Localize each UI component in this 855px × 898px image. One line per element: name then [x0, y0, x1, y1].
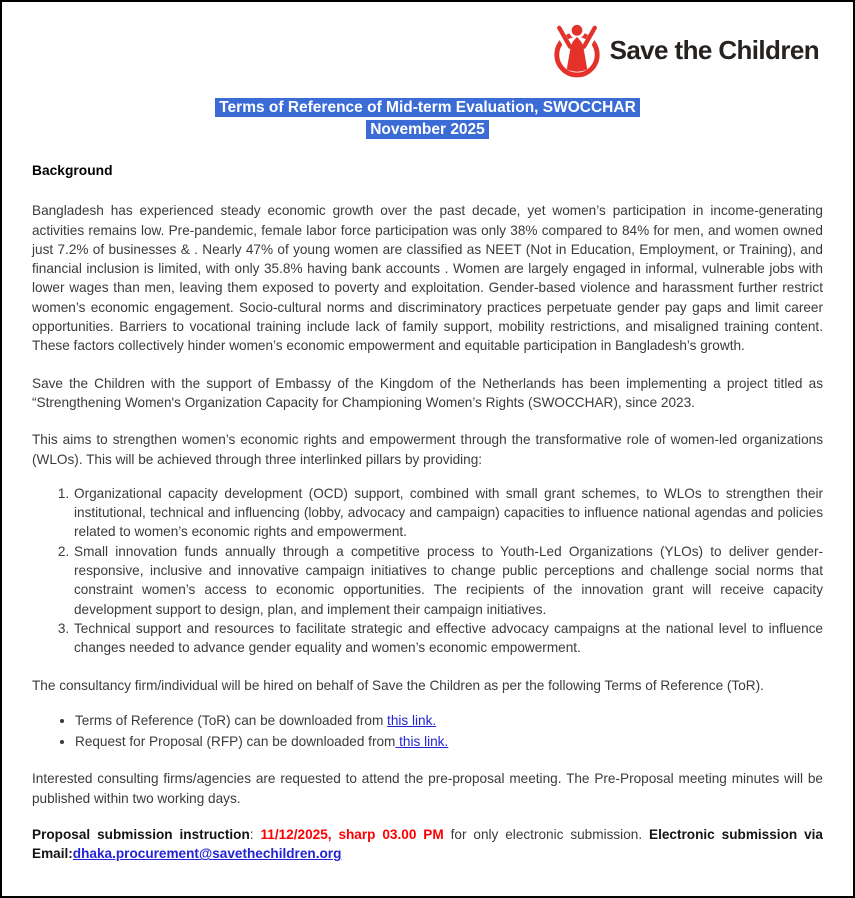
paragraph-preproposal: Interested consulting firms/agencies are requested to attend the pre-proposal meeting. The Pre-Proposal meeting minutes will be published within two working days. [32, 771, 823, 806]
title-line-1: Terms of Reference of Mid-term Evaluation, SWOCCHAR [215, 98, 640, 117]
submission-separator: : [249, 827, 261, 843]
page-header [32, 24, 819, 78]
title-line-2: November 2025 [366, 120, 489, 139]
paragraph-context: Bangladesh has experienced steady economic growth over the past decade, yet women’s participation in income-generating activities remains low. Pre-pandemic, female labor force participation was only 38% compared to 84% for men, and women owned just 7.2% of businesses & . Nearly 47% of young women are classified as NEET (Not in Education, Employment, or Training), and financial inclusion is limited, with only 35.8% having bank accounts . Women are largely engaged in informal, vulnerable jobs with lower wages than men, leaving them exposed to poverty and exploitation. Gender-based violence and harassment further restrict women’s economic engagement. Socio-cultural norms and discriminatory practices perpetuate gender pay gaps and limit career opportunities. Barriers to vocational training include lack of family support, mobility restrictions, and misaligned training content. These factors collectively hinder women’s economic empowerment and equitable participation in Bangladesh’s growth. [32, 203, 823, 354]
tor-download-link[interactable]: this link. [387, 712, 437, 728]
rfp-download-item [75, 732, 823, 751]
submission-deadline: 11/12/2025, sharp 03.00 PM [260, 827, 444, 843]
tor-download-text: Terms of Reference (ToR) can be downloaded from [75, 712, 388, 728]
pillar-item-1: 1. Organizational capacity development (OCD) support, combined with small grant schemes, to WLOs to strengthen their institutional, technical and influencing (lobby, advocacy and campaign) capacities to influence national agendas and policies related to women’s economic rights and empowerment. [73, 484, 823, 542]
paragraph-aims: This aims to strengthen women’s economic rights and empowerment through the transformative role of women-led organizations (WLOs). This will be achieved through three interlinked pillars by providing: [32, 432, 823, 467]
tor-download-item [75, 711, 823, 730]
submission-middle-text: for only electronic submission. [443, 827, 650, 843]
submission-email-link[interactable]: dhaka.procurement@savethechildren.org [72, 846, 342, 862]
paragraph-consultancy: The consultancy firm/individual will be hired on behalf of Save the Children as per the following Terms of Reference (ToR). [32, 677, 764, 693]
pillar-item-2: 2. Small innovation funds annually through a competitive process to Youth-Led Organizations (YLOs) to deliver gender-responsive, inclusive and innovative campaign initiatives to change public perceptions and challenge social norms that constraint women’s access to economic opportunities. The recipients of the innovation grant will receive capacity development support to design, plan, and implement their campaign initiatives. [73, 542, 823, 619]
save-the-children-logo-icon [549, 23, 605, 79]
pillars-list [32, 484, 823, 658]
submission-label: Proposal submission instruction [32, 827, 250, 843]
rfp-download-link[interactable]: this link. [395, 734, 449, 750]
save-the-children-logo [549, 23, 819, 79]
submission-email-label: Electronic submission via Email: [32, 827, 823, 862]
pillar-item-3: 3. Technical support and resources to facilitate strategic and effective advocacy campaigns at the national level to influence changes needed to advance gender equality and women’s economic empowerment. [73, 619, 823, 658]
logo-wordmark: Save the Children [609, 35, 819, 66]
background-heading: Background [32, 163, 113, 178]
document-title [32, 97, 823, 141]
download-links-list [32, 711, 823, 752]
submission-instruction [32, 825, 823, 864]
rfp-download-text: Request for Proposal (RFP) can be downloaded from [75, 734, 396, 750]
paragraph-project-intro: Save the Children with the support of Embassy of the Kingdom of the Netherlands has been implementing a project titled as “Strengthening Women's Organization Capacity for Championing Women’s Rights (SWOCCHAR), since 2023. [32, 375, 823, 410]
